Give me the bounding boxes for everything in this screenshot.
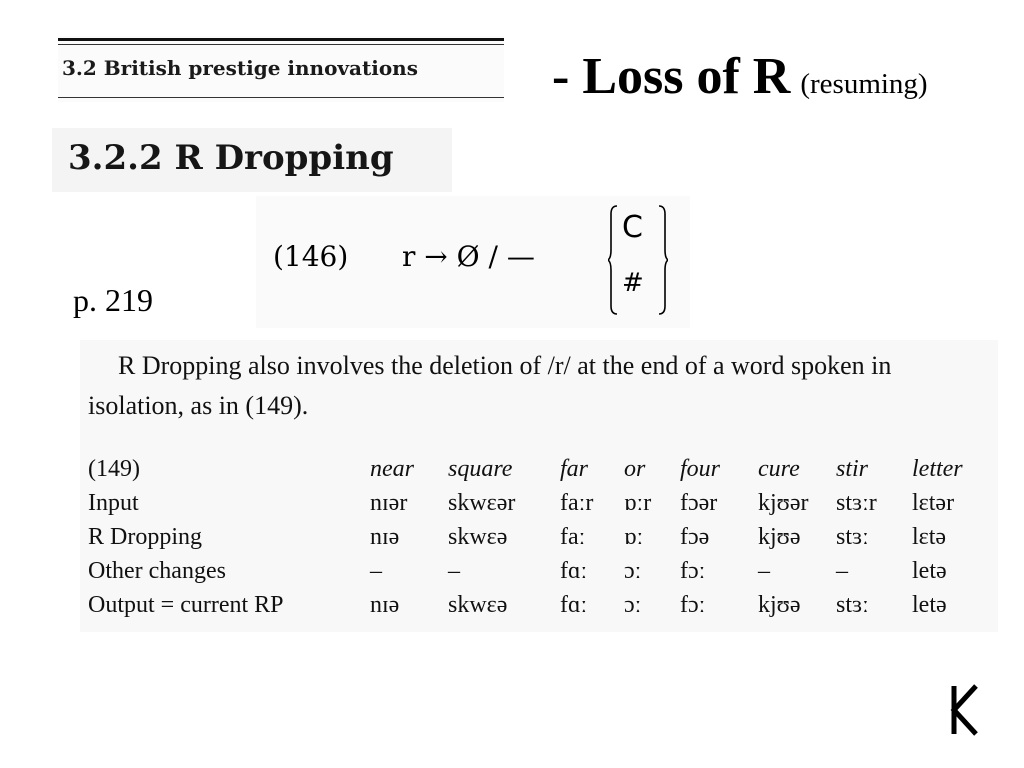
table-example-number: (149) <box>88 455 140 482</box>
rule-number: (146) <box>273 240 349 273</box>
table-row <box>88 520 982 554</box>
slide-title <box>552 47 928 106</box>
table-cell: – <box>370 557 382 584</box>
table-cell: fɔə <box>680 523 710 550</box>
table-cell: – <box>836 557 848 584</box>
table-cell: faː <box>560 523 586 550</box>
table-cell: ɒːr <box>624 489 652 516</box>
table-cell: stɜː <box>836 591 869 618</box>
row-label: Output = current RP <box>88 591 284 618</box>
table-cell: nɪə <box>370 523 400 550</box>
right-brace-icon <box>658 204 668 316</box>
page-reference: p. 219 <box>73 282 153 318</box>
table-cell: ɒː <box>624 523 644 550</box>
table-cell: letə <box>912 557 947 584</box>
text-excerpt <box>80 340 998 632</box>
column-header: square <box>448 455 513 482</box>
column-header: four <box>680 455 721 482</box>
table-cell: skwɛə <box>448 591 508 618</box>
table-cell: fɔər <box>680 489 718 516</box>
column-header: letter <box>912 455 963 482</box>
table-cell: ɔː <box>624 591 642 618</box>
table-cell: fɔː <box>680 591 706 618</box>
left-brace-icon <box>608 204 618 316</box>
table-cell: stɜːr <box>836 489 877 516</box>
table-cell: lɛtə <box>912 523 947 550</box>
table-cell: fɑː <box>560 591 588 618</box>
table-cell: fɑː <box>560 557 588 584</box>
running-head-excerpt <box>58 36 504 102</box>
row-label: Other changes <box>88 557 226 584</box>
table-cell: lɛtər <box>912 489 955 516</box>
table-cell: kjʊər <box>758 489 809 516</box>
running-head-rule-bottom <box>58 97 504 98</box>
slide-title-main: - Loss of R <box>552 48 791 105</box>
table-cell: nɪər <box>370 489 408 516</box>
table-cell: letə <box>912 591 947 618</box>
table-cell: – <box>448 557 460 584</box>
rule-formula-excerpt <box>256 196 690 328</box>
table-cell: – <box>758 557 770 584</box>
table-cell: ɔː <box>624 557 642 584</box>
rule-option-boundary: # <box>622 268 644 298</box>
table-row <box>88 486 982 520</box>
rule-option-consonant: C <box>622 210 643 245</box>
table-cell: fɔː <box>680 557 706 584</box>
table-cell: stɜː <box>836 523 869 550</box>
table-cell: faːr <box>560 489 594 516</box>
slide-title-sub: (resuming) <box>800 68 928 100</box>
table-cell: kjʊə <box>758 523 801 550</box>
table-cell: skwɛər <box>448 489 516 516</box>
running-head-rule-top-thin <box>58 44 504 45</box>
excerpt-paragraph <box>88 346 988 426</box>
section-heading: 3.2.2 R Dropping <box>68 138 394 178</box>
column-header: far <box>560 455 589 482</box>
running-head-rule-top <box>58 38 504 41</box>
return-arrow-icon[interactable] <box>946 682 986 738</box>
row-label: R Dropping <box>88 523 202 550</box>
column-header: near <box>370 455 414 482</box>
table-header-row <box>88 452 982 486</box>
table-cell: kjʊə <box>758 591 801 618</box>
column-header: or <box>624 455 646 482</box>
table-row <box>88 588 982 622</box>
column-header: cure <box>758 455 800 482</box>
rule-formula: r → Ø / — <box>402 240 535 273</box>
example-table <box>88 452 982 622</box>
table-row <box>88 554 982 588</box>
table-cell: skwɛə <box>448 523 508 550</box>
table-cell: nɪə <box>370 591 400 618</box>
row-label: Input <box>88 489 139 516</box>
column-header: stir <box>836 455 869 482</box>
running-head-text: 3.2 British prestige innovations <box>62 56 418 80</box>
excerpt-paragraph-text: R Dropping also involves the deletion of /r/ at the end of a word spoken in isolation, as in (149). <box>88 351 892 420</box>
section-heading-excerpt <box>52 128 452 192</box>
